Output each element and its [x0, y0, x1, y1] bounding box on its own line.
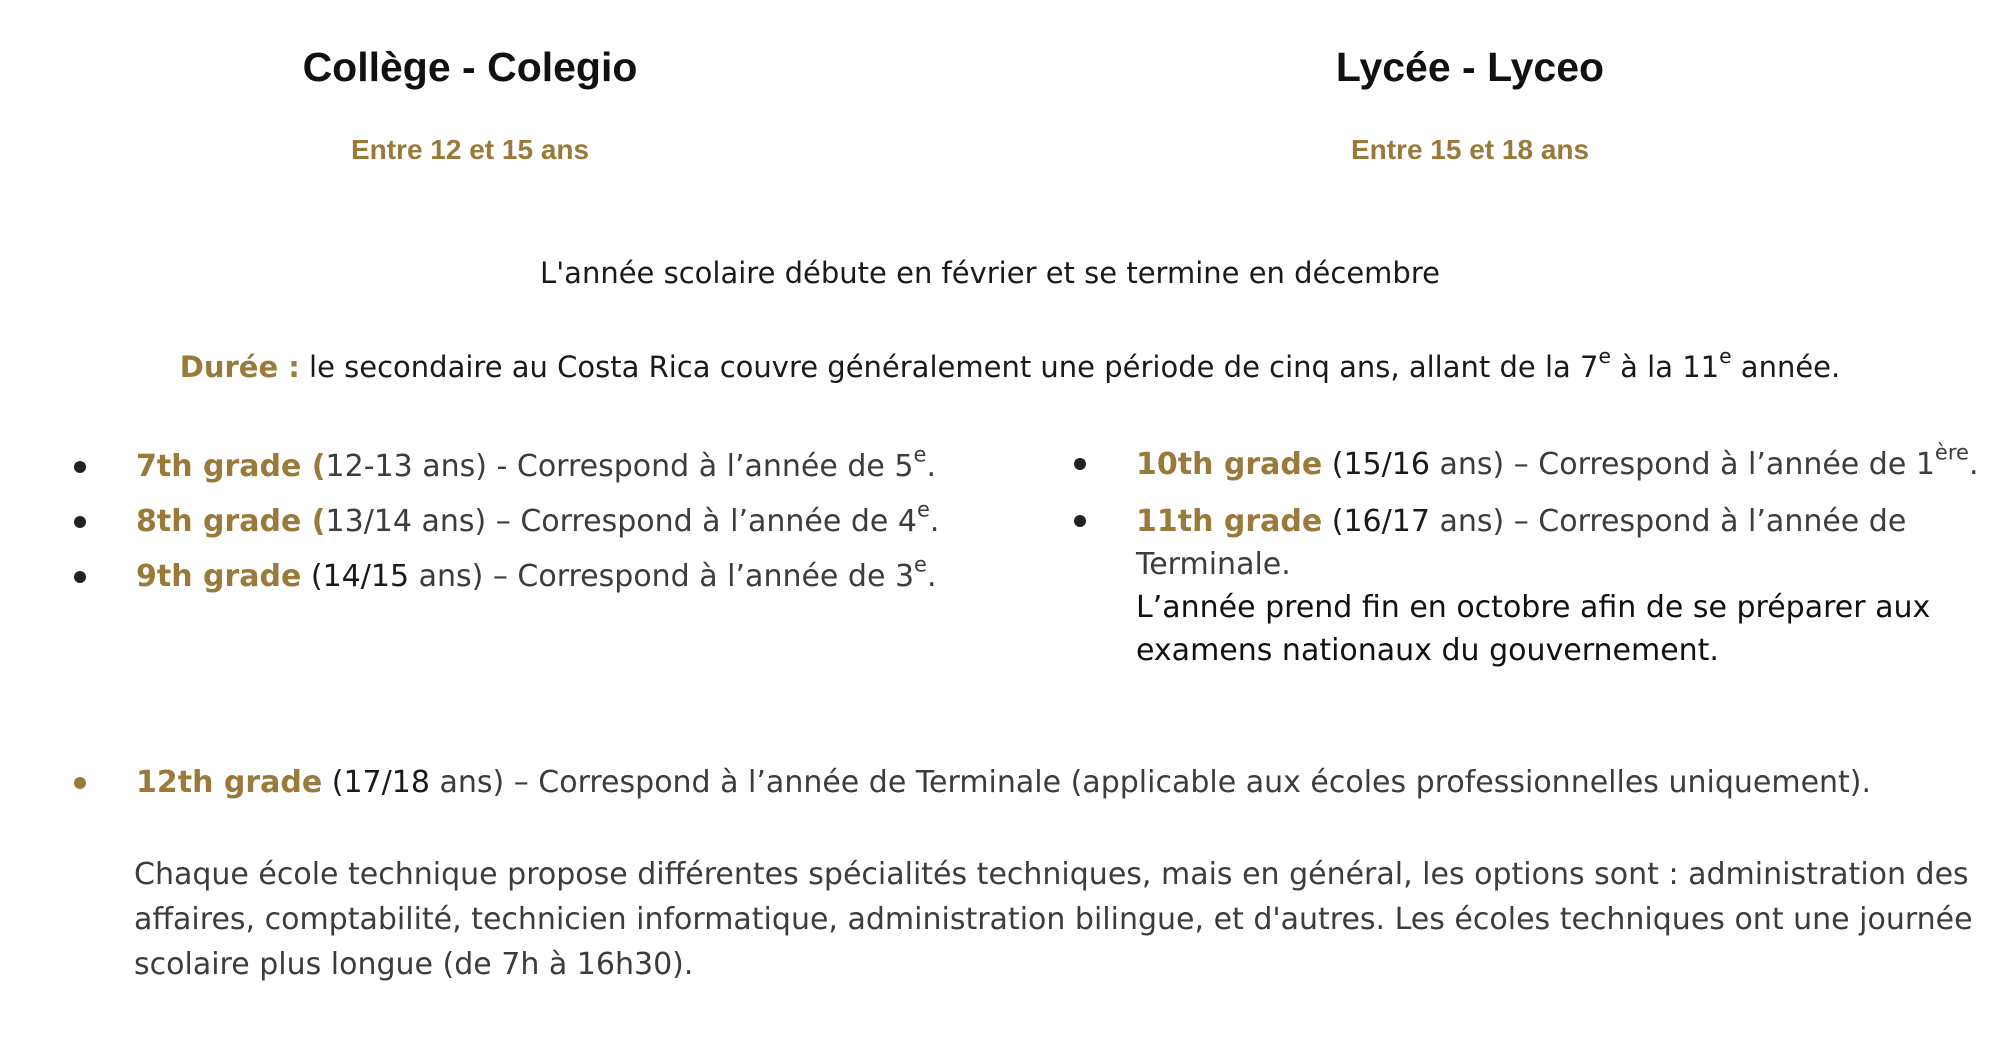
list-item — [68, 497, 1008, 543]
grade-label: 9th grade — [136, 559, 302, 594]
grade-sup: e — [916, 497, 930, 522]
grade-label: 8th grade ( — [136, 504, 326, 539]
college-grade-list — [68, 442, 1008, 611]
bullet-icon — [74, 777, 86, 789]
bullet-icon — [74, 516, 86, 528]
grade-sup: e — [913, 442, 927, 467]
list-item — [1068, 440, 1988, 486]
list-item — [68, 442, 1008, 488]
grade-range: 13/14 — [325, 504, 412, 539]
grade-label: 11th grade — [1136, 504, 1323, 539]
duration-text-c: année. — [1731, 350, 1841, 384]
duration-text-b: à la 11 — [1610, 350, 1720, 384]
duration-sup-a: e — [1598, 343, 1611, 368]
grade-sup: e — [914, 552, 927, 577]
grade-range: 12-13 — [325, 449, 413, 484]
grade-range: (17/18 — [322, 765, 430, 800]
grade-description: ans) – Correspond à l’année de 3 — [409, 559, 915, 594]
duration-statement — [100, 343, 1920, 384]
duration-text-a: le secondaire au Costa Rica couvre généralement une période de cinq ans, allant de la 7 — [299, 350, 1599, 384]
grade-description: ans) – Correspond à l’année de Terminale. — [1136, 504, 1907, 582]
lycee-title: Lycée - Lyceo — [1335, 44, 1605, 90]
college-title: Collège - Colegio — [302, 44, 638, 90]
bullet-icon — [74, 571, 86, 583]
grade-description: ans) – Correspond à l’année de 1 — [1429, 447, 1935, 482]
lycee-grade-list — [1068, 440, 1988, 686]
grade-description: ans) – Correspond à l’année de 4 — [411, 504, 917, 539]
grade-range: (16/17 — [1322, 504, 1430, 539]
duration-label: Durée : — [179, 350, 300, 384]
technical-schools-paragraph: Chaque école technique propose différentes spécialités techniques, mais en général, les options sont : administration des affaires, comptabilité, technicien informatique, administration bilingue, et d'autres. Les écoles techniques ont une journée scolaire plus longue (de 7h à 16h30). — [134, 857, 1973, 982]
college-age-range: Entre 12 et 15 ans — [350, 134, 590, 165]
grade-end: . — [1968, 447, 1979, 482]
list-item — [1068, 500, 1988, 672]
professional-grade-list — [68, 762, 1968, 817]
bullet-icon — [1074, 458, 1086, 470]
grade-description: ans) – Correspond à l’année de Terminale (applicable aux écoles professionnelles uniquement). — [429, 765, 1872, 800]
grade-end: . — [926, 449, 936, 484]
grade-label: 12th grade — [136, 765, 323, 800]
grade-end: . — [929, 504, 940, 539]
grade-label: 7th grade ( — [136, 449, 326, 484]
grade-range: (15/16 — [1322, 447, 1430, 482]
grade-note: L’année prend fin en octobre afin de se préparer aux examens nationaux du gouvernement. — [1136, 590, 1931, 668]
grade-label: 10th grade — [1136, 447, 1323, 482]
list-item — [68, 552, 1008, 598]
lycee-age-range: Entre 15 et 18 ans — [1350, 134, 1590, 165]
grade-description: ans) - Correspond à l’année de 5 — [412, 449, 914, 484]
list-item — [68, 762, 1968, 804]
grade-range: (14/15 — [301, 559, 410, 594]
duration-sup-b: e — [1719, 343, 1732, 368]
grade-end: . — [926, 559, 937, 594]
bullet-icon — [74, 461, 86, 473]
bullet-icon — [1074, 515, 1086, 527]
grade-sup: ère — [1934, 440, 1969, 465]
school-year-statement: L'année scolaire débute en février et se termine en décembre — [540, 256, 1440, 290]
